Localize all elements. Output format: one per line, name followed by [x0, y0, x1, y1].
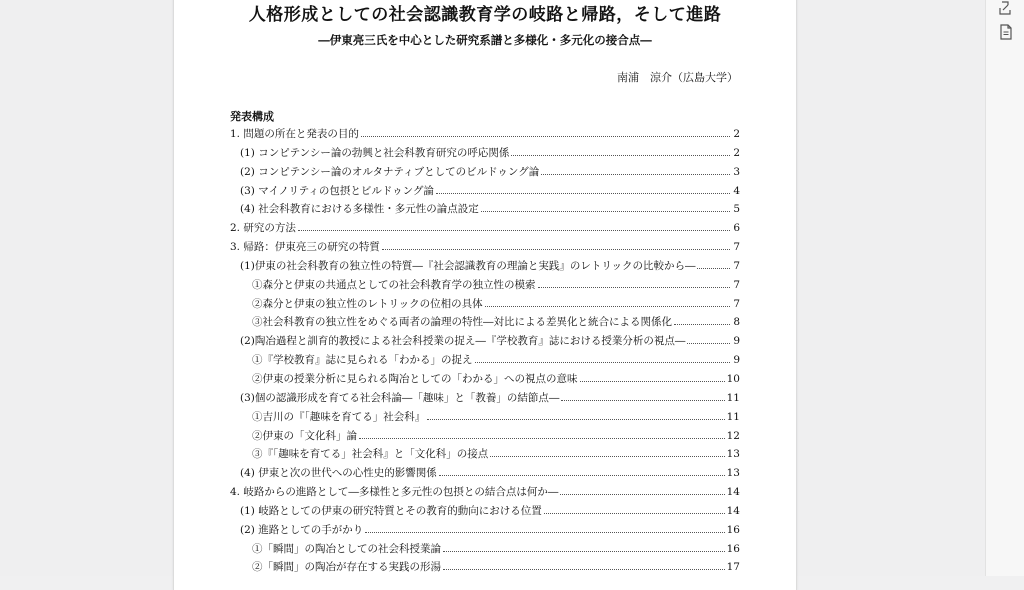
toc-leader-dots	[511, 148, 730, 156]
toc-entry-label: (2)陶冶過程と訓育的教授による社会科授業の捉え―『学校教育』誌における授業分析の視点―	[240, 335, 686, 348]
toc-entry-page: 2	[733, 128, 740, 140]
toc-entry-label: (3) マイノリティの包摂とビルドゥング論	[240, 184, 434, 197]
pdf-file-icon[interactable]	[998, 24, 1014, 40]
pdf-page	[174, 0, 796, 590]
toc-entry[interactable]	[230, 428, 740, 447]
toc-entry-label: (4) 伊東と次の世代への心性史的影響関係	[240, 467, 437, 480]
toc-entry-page: 7	[733, 278, 740, 291]
toc-entry-label: (2) コンピテンシー論のオルタナティブとしてのビルドゥング論	[240, 165, 540, 178]
toc-entry-page: 12	[726, 429, 740, 442]
toc-entry-label: ①「瞬間」の陶冶としての社会科授業論	[252, 542, 441, 555]
toc-entry-label: 1. 問題の所在と発表の目的	[230, 128, 359, 140]
toc-leader-dots	[481, 204, 730, 212]
toc-leader-dots	[560, 487, 724, 495]
table-of-contents	[230, 126, 740, 578]
toc-entry-label: 2. 研究の方法	[230, 222, 296, 235]
toc-entry-label: (2) 進路としての手がかり	[240, 523, 364, 536]
toc-leader-dots	[382, 242, 730, 250]
toc-entry[interactable]	[230, 314, 740, 333]
toc-entry[interactable]	[230, 183, 740, 202]
toc-leader-dots	[538, 279, 731, 287]
toc-entry[interactable]	[230, 258, 740, 277]
toc-leader-dots	[544, 506, 725, 514]
toc-entry[interactable]	[230, 220, 740, 239]
toc-entry-label: ②「瞬間」の陶冶が存在する実践の形湯	[252, 561, 441, 574]
toc-entry-label: ②森分と伊東の独立性のレトリックの位相の具体	[252, 297, 483, 310]
toc-entry-label: (4) 社会科教育における多様性・多元性の論点設定	[240, 203, 479, 216]
right-toolbar	[985, 0, 1024, 576]
toc-entry[interactable]	[230, 409, 740, 428]
toc-entry-page: 7	[733, 259, 740, 272]
toc-leader-dots	[697, 261, 730, 269]
toc-entry[interactable]	[230, 465, 740, 484]
page-subtitle: ―伊東亮三氏を中心とした研究系譜と多様化・多元化の接合点―	[318, 33, 652, 47]
toc-leader-dots	[443, 543, 725, 551]
toc-entry-page: 14	[726, 504, 740, 517]
toc-entry[interactable]	[230, 277, 740, 296]
toc-entry-label: ①森分と伊東の共通点としての社会科教育学の独立性の模索	[252, 278, 536, 291]
toc-entry-page: 17	[726, 561, 740, 574]
toc-entry[interactable]	[230, 201, 740, 220]
toc-entry-page: 11	[726, 410, 740, 423]
toc-leader-dots	[439, 468, 725, 476]
toc-entry[interactable]	[230, 352, 740, 371]
toc-entry-page: 5	[733, 203, 740, 216]
toc-entry-label: (1) コンピテンシー論の勃興と社会科教育研究の呼応関係	[240, 146, 510, 159]
toc-entry-page: 13	[726, 448, 740, 461]
toc-entry-page: 9	[733, 354, 740, 367]
toc-leader-dots	[490, 449, 724, 457]
toc-leader-dots	[365, 524, 724, 532]
toc-leader-dots	[561, 392, 724, 400]
toc-entry[interactable]	[230, 559, 740, 578]
toc-entry-page: 16	[726, 523, 740, 536]
toc-entry[interactable]	[230, 541, 740, 560]
toc-entry-label: (1)伊東の社会科教育の独立性の特質―『社会認識教育の理論と実践』のレトリックの比較から―	[240, 259, 696, 272]
toc-entry[interactable]	[230, 503, 740, 522]
toc-entry-page: 8	[733, 316, 740, 329]
toc-leader-dots	[443, 562, 725, 570]
toc-entry-label: ①『学校教育』誌に見られる「わかる」の捉え	[252, 354, 473, 367]
toc-leader-dots	[541, 166, 730, 174]
toc-entry[interactable]	[230, 371, 740, 390]
toc-leader-dots	[436, 185, 730, 193]
toc-entry-label: ③『「趣味を育てる」社会科』と「文化科」の接点	[252, 448, 489, 461]
toc-entry-page: 13	[726, 467, 740, 480]
toc-entry[interactable]	[230, 145, 740, 164]
export-icon[interactable]	[998, 0, 1014, 16]
toc-entry-page: 9	[733, 335, 740, 348]
toc-entry-label: (1) 岐路としての伊東の研究特質とその教育的動向における位置	[240, 504, 542, 517]
toc-entry[interactable]	[230, 164, 740, 183]
toc-entry-label: ①吉川の『「趣味を育てる」社会科』	[252, 410, 426, 423]
toc-leader-dots	[687, 336, 730, 344]
toc-entry-page: 6	[733, 222, 740, 235]
toc-entry[interactable]	[230, 296, 740, 315]
toc-entry-label: 4. 岐路からの進路として―多様性と多元性の包摂との結合点は何か―	[230, 486, 559, 499]
toc-heading: 発表構成	[230, 110, 274, 123]
toc-entry[interactable]	[230, 333, 740, 352]
toc-entry-page: 7	[733, 241, 740, 254]
toc-leader-dots	[580, 374, 725, 382]
toc-leader-dots	[359, 430, 725, 438]
page-title: 人格形成としての社会認識教育学の岐路と帰路，そして進路	[248, 5, 722, 25]
toc-entry[interactable]	[230, 390, 740, 409]
toc-entry[interactable]	[230, 446, 740, 465]
toc-leader-dots	[298, 223, 730, 231]
toc-leader-dots	[674, 317, 730, 325]
toc-leader-dots	[427, 411, 724, 419]
toc-entry-page: 14	[726, 486, 740, 499]
toc-entry-label: ②伊東の授業分析に見られる陶冶としての「わかる」への視点の意味	[252, 372, 578, 385]
toc-leader-dots	[361, 129, 730, 137]
toc-entry-page: 11	[726, 391, 740, 404]
toc-entry-label: 3. 帰路：伊東亮三の研究の特質	[230, 241, 380, 254]
toc-leader-dots	[485, 298, 730, 306]
toc-leader-dots	[475, 355, 731, 363]
toc-entry-page: 16	[726, 542, 740, 555]
author-line: 南浦 涼介（広島大学）	[617, 71, 738, 84]
toc-entry-page: 7	[733, 297, 740, 310]
toc-entry-label: (3)個の認識形成を育てる社会科論―「趣味」と「教養」の結節点―	[240, 391, 560, 404]
toc-entry-page: 4	[733, 184, 740, 197]
toc-entry-page: 2	[733, 146, 740, 159]
toc-entry-label: ③社会科教育の独立性をめぐる両者の論理の特性―対比による差異化と統合による関係化	[252, 316, 672, 329]
toc-entry[interactable]	[230, 484, 740, 503]
toc-entry[interactable]	[230, 522, 740, 541]
toc-entry-page: 10	[726, 372, 740, 385]
toc-entry-page: 3	[733, 165, 740, 178]
toc-entry-label: ②伊東の「文化科」論	[252, 429, 357, 442]
toc-entry[interactable]	[230, 239, 740, 258]
toc-entry[interactable]	[230, 126, 740, 145]
